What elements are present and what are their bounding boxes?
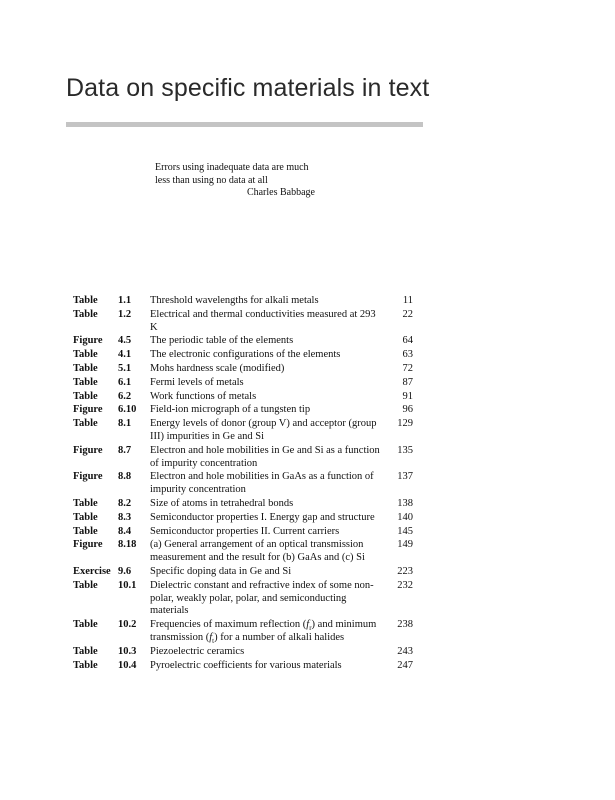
entry-page: 91 — [402, 390, 413, 402]
entry-kind: Table — [73, 579, 98, 591]
entry-number: 8.1 — [118, 418, 132, 430]
entry-kind: Table — [73, 619, 98, 631]
subscript-t: t — [212, 637, 215, 646]
entry-kind: Table — [73, 376, 98, 388]
entry-description: (a) General arrangement of an optical transmission measurement and the result for (b) GaAs and (c) Si — [150, 539, 365, 564]
entry-kind: Table — [73, 349, 98, 361]
entry-description: Mohs hardness scale (modified) — [150, 362, 285, 374]
entry-row — [73, 349, 413, 362]
entry-page: 140 — [397, 511, 413, 523]
entry-kind: Table — [73, 418, 98, 430]
entry-page: 64 — [402, 335, 413, 347]
entry-description: Fermi levels of metals — [150, 376, 244, 388]
entry-row — [73, 580, 413, 618]
entry-number: 10.3 — [118, 645, 137, 657]
entry-row — [73, 391, 413, 404]
entry-page: 87 — [402, 376, 413, 388]
entry-page: 96 — [402, 404, 413, 416]
entry-kind: Figure — [73, 335, 103, 347]
entry-number: 8.4 — [118, 525, 132, 537]
entry-kind: Table — [73, 295, 98, 306]
entry-number: 8.7 — [118, 444, 132, 456]
page-title: Data on specific materials in text — [66, 74, 430, 102]
entry-description: Field-ion micrograph of a tungsten tip — [150, 404, 311, 416]
entry-kind: Figure — [73, 444, 103, 456]
entry-description: Specific doping data in Ge and Si — [150, 565, 292, 577]
entry-description-part: Frequencies of maximum reflection ( — [150, 619, 307, 631]
entry-number: 6.2 — [118, 390, 132, 402]
entry-page: 243 — [397, 645, 413, 657]
entry-description: Electrical and thermal conductivities measured at 293 K — [150, 308, 376, 333]
entry-row — [73, 566, 413, 579]
entry-page: 247 — [397, 659, 413, 671]
entry-row — [73, 539, 413, 565]
entries-list — [73, 295, 413, 673]
entry-page: 11 — [402, 295, 413, 306]
entry-row — [73, 418, 413, 444]
entry-page: 137 — [397, 471, 413, 483]
entry-row — [73, 404, 413, 417]
entry-row — [73, 660, 413, 673]
entry-kind: Table — [73, 511, 98, 523]
entry-page: 22 — [402, 308, 413, 320]
entry-page: 223 — [397, 565, 413, 577]
epigraph-line: less than using no data at all — [155, 174, 268, 186]
entry-description — [150, 619, 383, 645]
entry-row — [73, 377, 413, 390]
epigraph-line: Errors using inadequate data are much — [155, 162, 309, 173]
title-rule — [66, 122, 423, 127]
entry-page: 135 — [397, 444, 413, 456]
entry-description: Pyroelectric coefficients for various materials — [150, 659, 342, 671]
entry-page: 238 — [397, 619, 413, 631]
entry-kind: Table — [73, 497, 98, 509]
entry-page: 232 — [397, 579, 413, 591]
entry-description: Semiconductor properties II. Current carriers — [150, 525, 340, 537]
entry-number: 8.18 — [118, 539, 137, 551]
entry-row — [73, 646, 413, 659]
entry-number: 4.1 — [118, 349, 132, 361]
entry-row — [73, 445, 413, 471]
entry-description: Size of atoms in tetrahedral bonds — [150, 497, 294, 509]
entry-description: Semiconductor properties I. Energy gap and structure — [150, 511, 375, 523]
entry-page: 145 — [397, 525, 413, 537]
entry-page: 72 — [402, 362, 413, 374]
entry-row — [73, 512, 413, 525]
entry-kind: Table — [73, 308, 98, 320]
entry-row — [73, 295, 413, 308]
entry-kind: Figure — [73, 539, 103, 551]
entry-description: Electron and hole mobilities in Ge and Si as a function of impurity concentration — [150, 444, 380, 469]
epigraph — [155, 162, 330, 200]
epigraph-author: Charles Babbage — [246, 187, 315, 198]
entry-number: 4.5 — [118, 335, 132, 347]
entry-description: Threshold wavelengths for alkali metals — [150, 295, 319, 306]
entry-description: Piezoelectric ceramics — [150, 645, 245, 657]
subscript-r: r — [309, 624, 312, 633]
entry-kind: Table — [73, 645, 98, 657]
entry-description: Work functions of metals — [150, 390, 257, 402]
entry-description: Dielectric constant and refractive index of some non-polar, weakly polar, polar, and semiconducting materials — [150, 579, 374, 617]
entry-number: 1.1 — [118, 295, 132, 306]
entry-number: 10.1 — [118, 579, 137, 591]
entry-kind: Table — [73, 390, 98, 402]
entry-row — [73, 619, 413, 645]
entry-number: 9.6 — [118, 565, 132, 577]
frequency-symbol: f — [306, 619, 310, 631]
entry-page: 138 — [397, 497, 413, 509]
entry-row — [73, 363, 413, 376]
entry-row — [73, 526, 413, 539]
entry-row — [73, 335, 413, 348]
entry-number: 5.1 — [118, 362, 132, 374]
entry-number: 8.3 — [118, 511, 132, 523]
entry-kind: Table — [73, 362, 98, 374]
entry-row — [73, 498, 413, 511]
entry-number: 6.10 — [118, 404, 137, 416]
entry-number: 1.2 — [118, 308, 132, 320]
entry-description: Electron and hole mobilities in GaAs as a function of impurity concentration — [150, 471, 374, 496]
entry-kind: Table — [73, 659, 98, 671]
entry-number: 10.2 — [118, 619, 137, 631]
entry-description: Energy levels of donor (group V) and acceptor (group III) impurities in Ge and Si — [150, 418, 377, 442]
entry-number: 6.1 — [118, 376, 132, 388]
entry-number: 10.4 — [118, 659, 137, 671]
entry-description-part: ) and minimum transmission ( — [150, 619, 377, 643]
entry-page: 63 — [402, 349, 413, 361]
entry-kind: Exercise — [73, 565, 111, 577]
entry-description: The periodic table of the elements — [150, 335, 294, 347]
entry-row — [73, 471, 413, 497]
entry-kind: Figure — [73, 471, 103, 483]
entry-description: The electronic configurations of the elements — [150, 349, 341, 361]
entry-description-part: ) for a number of alkali halides — [214, 631, 345, 643]
entry-page: 149 — [397, 539, 413, 551]
entry-number: 8.8 — [118, 471, 132, 483]
entry-number: 8.2 — [118, 497, 132, 509]
entry-kind: Figure — [73, 404, 103, 416]
entry-page: 129 — [397, 418, 413, 430]
frequency-symbol: f — [209, 631, 213, 643]
entry-kind: Table — [73, 525, 98, 537]
entry-row — [73, 309, 413, 335]
